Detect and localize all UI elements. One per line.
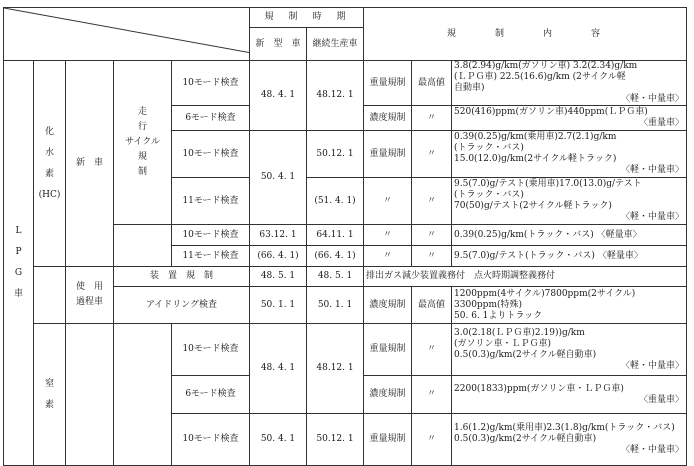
content-cell: 0.39(0.25)g/km(トラック・バス) 〈軽量車〉 — [452, 225, 687, 246]
sub-cell: 〃 — [412, 106, 452, 131]
cont-date: (66. 4. 1) — [307, 246, 364, 267]
sub-cell: 〃 — [412, 324, 452, 376]
kind-cell: 重量規制 — [364, 61, 412, 106]
sub-cell: 最高値 — [412, 287, 452, 324]
cont-date: (51. 4. 1) — [307, 178, 364, 225]
sub-cell: 〃 — [412, 225, 452, 246]
in-use-label: 使 用 過程車 — [66, 267, 114, 324]
new-date: 48. 4. 1 — [250, 324, 307, 414]
hc-blank — [34, 267, 66, 324]
kind-cell: 濃度規制 — [364, 106, 412, 131]
mode-cell: 6モード検査 — [172, 106, 250, 131]
header-content: 規 制 内 容 — [364, 8, 687, 61]
nox-blank-b — [114, 324, 172, 466]
mode-cell: 10モード検査 — [172, 324, 250, 376]
cont-date: 50.12. 1 — [307, 414, 364, 466]
content-cell: 排出ガス減少装置義務付 点火時期調整義務付 — [364, 267, 687, 287]
mode-cell: 11モード検査 — [172, 246, 250, 267]
cont-date: 48. 5. 1 — [307, 267, 364, 287]
sub-cell: 〃 — [412, 131, 452, 178]
kind-cell: 重量規制 — [364, 131, 412, 178]
content-cell: 1.6(1.2)g/km(乗用車)2.3(1.8)g/km(トラック・バス) 0.5(0.3)g/km(2サイクル軽自動車) 〈軽・中量車〉 — [452, 414, 687, 466]
cont-date: 48.12. 1 — [307, 61, 364, 131]
kind-cell: 濃度規制 — [364, 376, 412, 414]
kind-cell: 重量規制 — [364, 414, 412, 466]
new-date: 48. 4. 1 — [250, 61, 307, 131]
regulation-table — [3, 7, 687, 466]
sub-cell: 最高値 — [412, 61, 452, 106]
mode-cell: 11モード検査 — [172, 178, 250, 225]
content-cell: 0.39(0.25)g/km(乗用車)2.7(2.1)g/km (トラック・バス) 15.0(12.0)g/km(2サイクル軽トラック) 〈軽・中量車〉 — [452, 131, 687, 178]
mode-cell: 10モード検査 — [172, 131, 250, 178]
new-date: 50. 4. 1 — [250, 131, 307, 225]
kind-cell: 〃 — [364, 225, 412, 246]
sub-cell: 〃 — [412, 178, 452, 225]
mode-cell: 10モード検査 — [172, 414, 250, 466]
cycle-blank — [114, 225, 172, 267]
diagonal-line — [4, 8, 250, 61]
sub-cell: 〃 — [412, 414, 452, 466]
kind-cell: 〃 — [364, 178, 412, 225]
content-cell: 3.0(2.18(ＬＰＧ車)2.19))g/km (ガソリン車・ＬＰＧ車) 0.5(0.3)g/km(2サイクル軽自動車) 〈軽・中量車〉 — [452, 324, 687, 376]
cont-date: 50. 1. 1 — [307, 287, 364, 324]
cont-date: 50.12. 1 — [307, 131, 364, 178]
hc-label: 化 水 素 (HC) — [34, 61, 66, 267]
content-cell: 3.8(2.94)g/km(ガソリン車) 3.2(2.34)g/km (ＬＰＧ車) 22.5(16.6)g/km (2サイクル軽 自動車) 〈軽・中量車〉 — [452, 61, 687, 106]
new-date: 48. 5. 1 — [250, 267, 307, 287]
mode-cell: 10モード検査 — [172, 225, 250, 246]
new-date: 63.12. 1 — [250, 225, 307, 246]
header-period: 規 制 時 期 — [250, 8, 364, 28]
content-cell: 1200ppm(4サイクル)7800ppm(2サイクル) 3300ppm(特殊) 50. 6. 1よりトラック — [452, 287, 687, 324]
cont-date: 64.11. 1 — [307, 225, 364, 246]
sub-cell: 〃 — [412, 246, 452, 267]
new-date: (66. 4. 1) — [250, 246, 307, 267]
cont-date: 48.12. 1 — [307, 324, 364, 414]
header-continued: 継続生産車 — [307, 28, 364, 61]
mode-cell: 6モード検査 — [172, 376, 250, 414]
new-date: 50. 4. 1 — [250, 414, 307, 466]
fuel-label: L P G 車 — [4, 61, 34, 466]
content-cell: 9.5(7.0)g/テスト(トラック・バス) 〈軽量車〉 — [452, 246, 687, 267]
header-new-model: 新 型 車 — [250, 28, 307, 61]
content-cell: 2200(1833)ppm(ガソリン車・ＬＰＧ車) 〈重量車〉 — [452, 376, 687, 414]
new-date: 50. 1. 1 — [250, 287, 307, 324]
header-diagonal-cell — [4, 8, 250, 61]
content-cell: 520(416)ppm(ガソリン車)440ppm(ＬＰＧ車) 〈重量車〉 — [452, 106, 687, 131]
nox-blank-a — [66, 324, 114, 466]
mode-cell: 装 置 規 制 — [114, 267, 250, 287]
cycle-label: 走 行 サイクル 規 制 — [114, 61, 172, 225]
mode-cell: 10モード検査 — [172, 61, 250, 106]
kind-cell: 〃 — [364, 246, 412, 267]
mode-cell: アイドリング検査 — [114, 287, 250, 324]
nox-label: 窒 素 — [34, 324, 66, 466]
content-cell: 9.5(7.0)g/テスト(乗用車)17.0(13.0)g/テスト (トラック・バス) 70(50)g/テスト(2サイクル軽トラック) 〈軽・中量車〉 — [452, 178, 687, 225]
new-car-label: 新 車 — [66, 61, 114, 267]
kind-cell: 重量規制 — [364, 324, 412, 376]
kind-cell: 濃度規制 — [364, 287, 412, 324]
sub-cell: 〃 — [412, 376, 452, 414]
